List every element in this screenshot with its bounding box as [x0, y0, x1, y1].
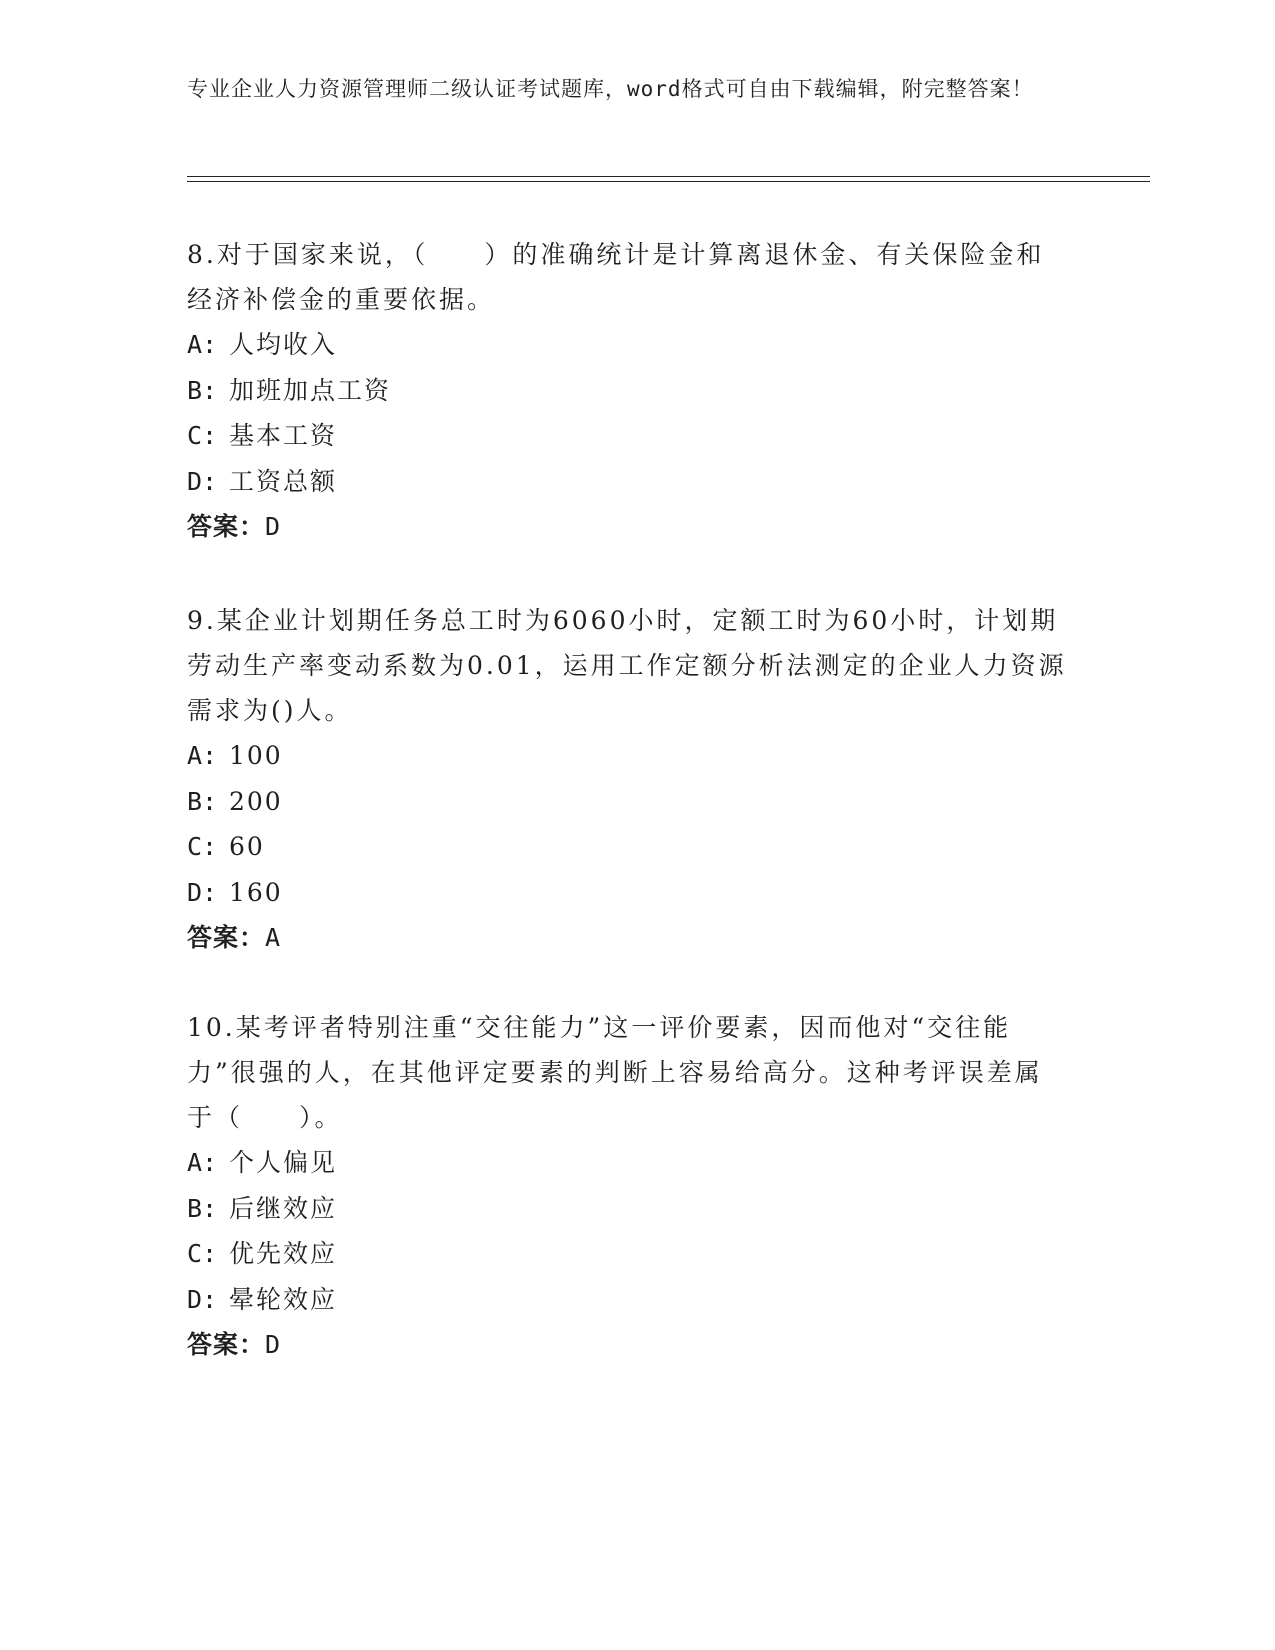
option-a: [187, 1140, 1067, 1186]
option-d: [187, 459, 1067, 505]
option-key: D:: [187, 877, 218, 907]
option-c: [187, 413, 1067, 459]
option-text: 基本工资: [229, 421, 338, 450]
answer-label: 答案：: [187, 923, 266, 952]
option-key: C:: [187, 1239, 218, 1268]
option-key: D:: [187, 466, 218, 496]
option-key: B:: [187, 375, 218, 405]
option-key: A:: [187, 1148, 218, 1177]
option-a: [187, 733, 1067, 779]
option-a: [187, 322, 1067, 368]
question-10: [187, 1005, 1067, 1367]
option-text: 加班加点工资: [229, 375, 392, 405]
answer-line: [187, 915, 1067, 960]
option-c: [187, 824, 1067, 870]
option-key: B:: [187, 1193, 218, 1223]
option-key: A:: [187, 330, 218, 359]
answer-label: 答案：: [187, 512, 266, 541]
option-key: A:: [187, 741, 218, 770]
option-b: [187, 368, 1067, 414]
answer-value: A: [265, 923, 282, 952]
answer-value: D: [265, 1330, 282, 1359]
option-key: C:: [187, 832, 218, 861]
option-text: 60: [229, 832, 265, 861]
answer-value: D: [265, 512, 282, 541]
option-d: [187, 1277, 1067, 1323]
option-b: [187, 1186, 1067, 1232]
header-rule-bottom: [187, 181, 1150, 182]
answer-line: [187, 1322, 1067, 1367]
question-9: [187, 598, 1067, 960]
option-c: [187, 1231, 1067, 1277]
option-text: 工资总额: [229, 466, 338, 496]
option-b: [187, 779, 1067, 825]
option-text: 200: [229, 786, 283, 816]
option-key: C:: [187, 421, 218, 450]
option-text: 晕轮效应: [229, 1284, 338, 1314]
option-text: 后继效应: [229, 1193, 338, 1223]
answer-label: 答案：: [187, 1330, 266, 1359]
question-stem: 9.某企业计划期任务总工时为6060小时，定额工时为60小时，计划期劳动生产率变动系数为0.01，运用工作定额分析法测定的企业人力资源需求为()人。: [187, 606, 1067, 725]
answer-line: [187, 504, 1067, 549]
question-8: [187, 232, 1067, 549]
option-text: 160: [229, 877, 283, 907]
option-text: 优先效应: [229, 1239, 338, 1268]
option-key: D:: [187, 1284, 218, 1314]
option-text: 100: [229, 741, 283, 770]
option-key: B:: [187, 786, 218, 816]
header-rule-top: [187, 176, 1150, 177]
document-header: 专业企业人力资源管理师二级认证考试题库，word格式可自由下载编辑，附完整答案！: [187, 77, 1034, 101]
option-text: 人均收入: [229, 330, 338, 359]
question-stem: 8.对于国家来说，（ ）的准确统计是计算离退休金、有关保险金和经济补偿金的重要依据。: [187, 240, 1045, 314]
option-text: 个人偏见: [229, 1148, 338, 1177]
question-stem: 10.某考评者特别注重“交往能力”这一评价要素，因而他对“交往能力”很强的人，在其他评定要素的判断上容易给高分。这种考评误差属于（ ）。: [187, 1013, 1043, 1132]
option-d: [187, 870, 1067, 916]
